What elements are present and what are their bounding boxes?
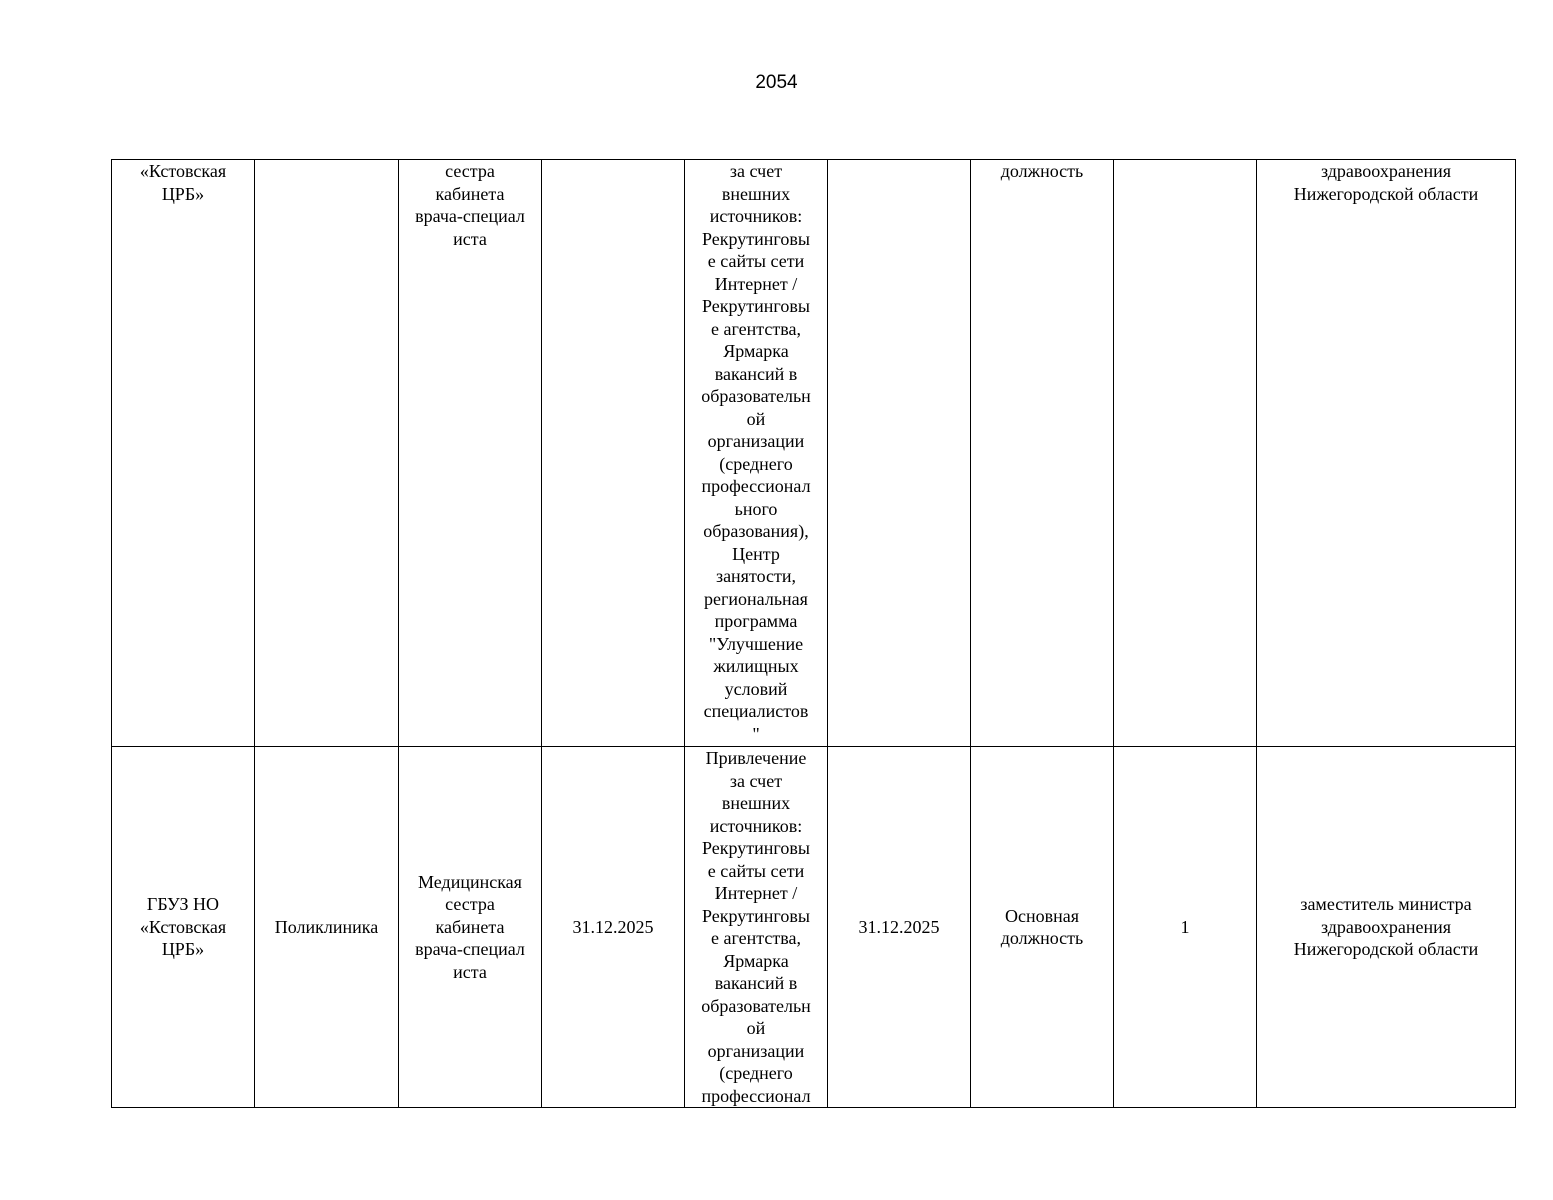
cell-date: [542, 160, 685, 747]
cell-recruitment-method: Привлечение за счет внешних источников: Рекрутинговы е сайты сети Интернет / Рекрутинговы е агентства, Ярмарка вакансий в образовательн ой организации (среднего профессионал: [685, 747, 828, 1108]
cell-position-type: Основная должность: [971, 747, 1114, 1108]
cell-responsible: здравоохранения Нижегородской области: [1257, 160, 1516, 747]
cell-position: сестра кабинета врача-специал иста: [399, 160, 542, 747]
cell-division: Поликлиника: [255, 747, 399, 1108]
cell-date: 31.12.2025: [542, 747, 685, 1108]
cell-division: [255, 160, 399, 747]
cell-organization: ГБУЗ НО «Кстовская ЦРБ»: [112, 747, 255, 1108]
cell-position: Медицинская сестра кабинета врача-специал иста: [399, 747, 542, 1108]
cell-organization: «Кстовская ЦРБ»: [112, 160, 255, 747]
cell-position-type: должность: [971, 160, 1114, 747]
table-row: [112, 160, 1516, 747]
cell-recruitment-method: за счет внешних источников: Рекрутинговы е сайты сети Интернет / Рекрутинговы е агентства, Ярмарка вакансий в образовательн ой организации (среднего профессионал ьного образования), Центр занятости, региональная программа "Улучшение жилищных условий специалистов ": [685, 160, 828, 747]
page-number: 2054: [755, 72, 798, 93]
cell-count: 1: [1114, 747, 1257, 1108]
staffing-table: [111, 159, 1516, 1108]
table-row: [112, 747, 1516, 1108]
cell-responsible: заместитель министра здравоохранения Нижегородской области: [1257, 747, 1516, 1108]
cell-date: [828, 160, 971, 747]
cell-date: 31.12.2025: [828, 747, 971, 1108]
cell-count: [1114, 160, 1257, 747]
